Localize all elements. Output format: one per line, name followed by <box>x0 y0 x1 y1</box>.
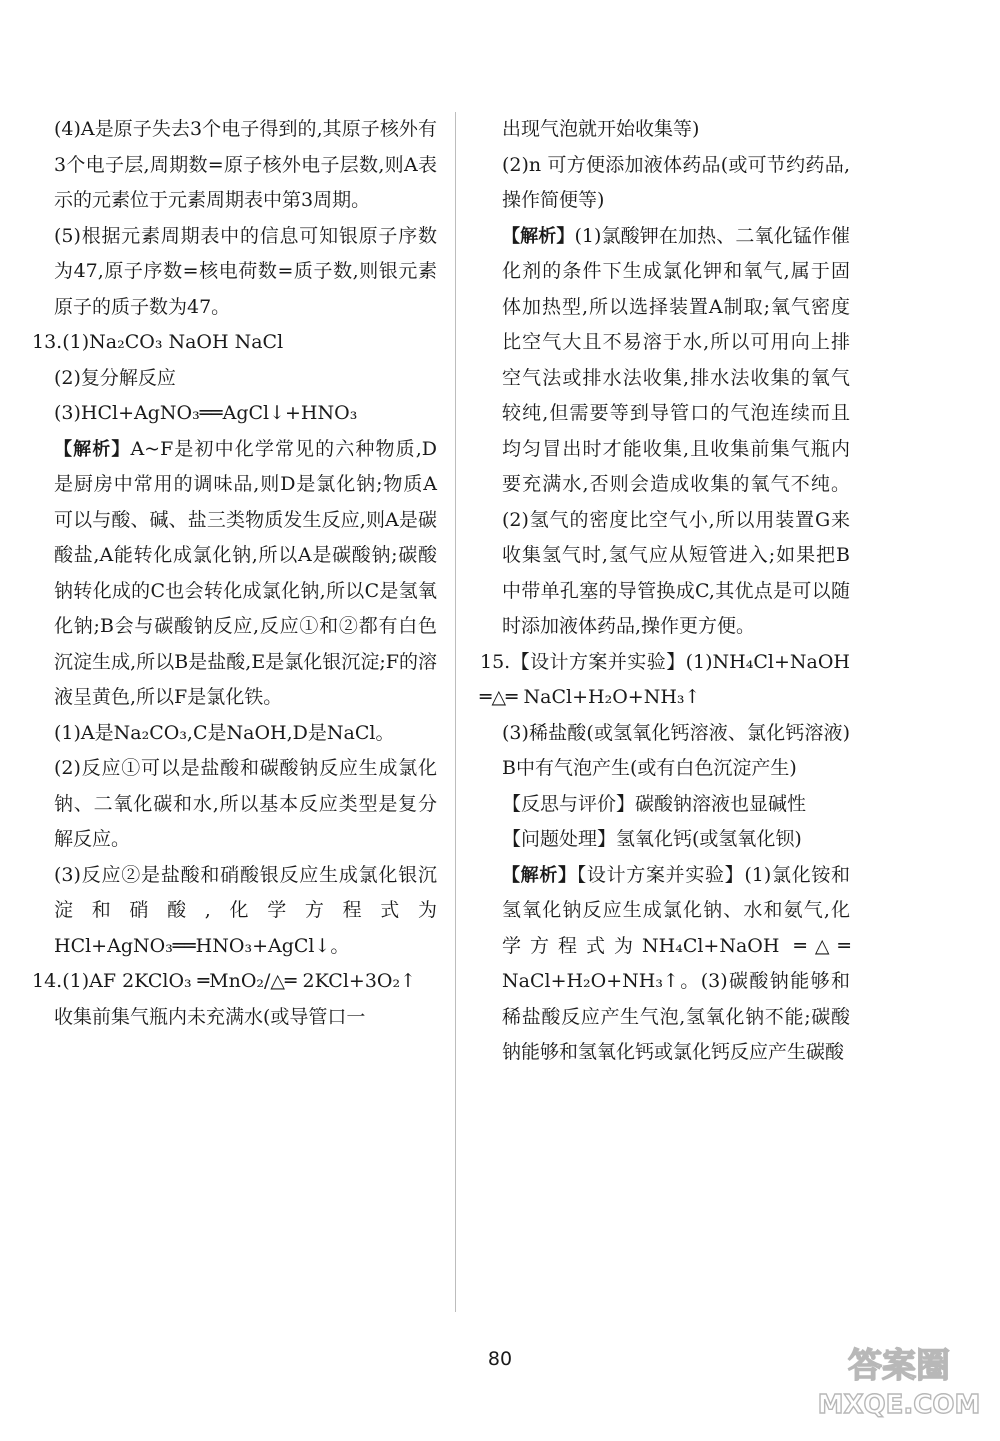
watermark-top: 答案圈 <box>848 1346 950 1386</box>
analysis-13-3: (3)反应②是盐酸和硝酸银反应生成氯化银沉淀和硝酸,化学方程式为HCl+AgNO₃══HNO₃+AgCl↓。 <box>54 863 437 957</box>
analysis-14 <box>480 219 850 645</box>
answer-13-3: (3)HCl+AgNO₃══AgCl↓+HNO₃ <box>54 402 358 424</box>
answer-14-2: (2)n 可方便添加液体药品(或可节约药品,操作简便等) <box>502 153 850 211</box>
analysis-tag: 【解析】 <box>502 864 577 886</box>
paragraph-4-element-position: (4)A是原子失去3个电子得到的,其原子核外有3个电子层,周期数=原子核外电子层数,则A表示的元素位于元素周期表中第3周期。 <box>54 118 437 211</box>
answer-15-1: 15.【设计方案并实验】(1)NH₄Cl+NaOH ═△═ NaCl+H₂O+NH₃↑ <box>480 650 850 708</box>
analysis-13 <box>32 432 437 716</box>
answer-15-reflection: 【反思与评价】碳酸钠溶液也显碱性 <box>502 792 807 815</box>
watermark-bottom: MXQE.COM <box>817 1390 981 1420</box>
answer-15-handling: 【问题处理】氢氧化钙(或氢氧化钡) <box>502 828 802 850</box>
analysis-14-text: (1)氯酸钾在加热、二氧化锰作催化剂的条件下生成氯化钾和氧气,属于固体加热型,所以选择装置A制取;氧气密度比空气大且不易溶于水,所以可用向上排空气法或排水法收集,排水法收集的氧气较纯,但需要等到导管口的气泡连续而且均匀冒出时才能收集,且收集前集气瓶内要充满水,否则会造成收集的氧气不纯。(2)氢气的密度比空气小,所以用装置G来收集氢气时,氢气应从短管进入;如果把B中带单孔塞的导管换成C,其优点是可以随时添加液体药品,操作更方便。 <box>502 224 851 637</box>
paragraph-5-silver-atom: (5)根据元素周期表中的信息可知银原子序数为47,原子序数=核电荷数=质子数,则银元素原子的质子数为47。 <box>54 224 437 318</box>
column-divider <box>455 112 456 1312</box>
left-column <box>32 112 437 1035</box>
answer-14-1: 14.(1)AF 2KClO₃ ═MnO₂/△═ 2KCl+3O₂↑ <box>32 970 417 992</box>
analysis-13-2: (2)反应①可以是盐酸和碳酸钠反应生成氯化钠、二氧化碳和水,所以基本反应类型是复分解反应。 <box>54 757 437 850</box>
right-column <box>480 112 850 1071</box>
answer-14-1-error: 收集前集气瓶内未充满水(或导管口一 <box>54 1005 366 1028</box>
analysis-15 <box>480 858 850 1071</box>
answer-13-1: 13.(1)Na₂CO₃ NaOH NaCl <box>32 331 284 353</box>
analysis-tag: 【解析】 <box>54 438 131 460</box>
answer-15-3: (3)稀盐酸(或氢氧化钙溶液、氯化钙溶液) B中有气泡产生(或有白色沉淀产生) <box>502 721 850 779</box>
watermark-logo <box>817 1339 982 1421</box>
analysis-13-1: (1)A是Na₂CO₃,C是NaOH,D是NaCl。 <box>54 721 395 744</box>
analysis-tag: 【解析】 <box>502 225 575 247</box>
page-number: 80 <box>487 1348 513 1370</box>
analysis-13-text: A~F是初中化学常见的六种物质,D是厨房中常用的调味品,则D是氯化钠;物质A可以与酸、碱、盐三类物质发生反应,则A是碳酸盐,A能转化成氯化钠,所以A是碳酸钠;碳酸钠转化成的C也会转化成氯化钠,所以C是氢氧化钠;B会与碳酸钠反应,反应①和②都有白色沉淀生成,所以B是盐酸,E是氯化银沉淀;F的溶液呈黄色,所以F是氯化铁。 <box>54 437 437 708</box>
answer-14-1-error-cont: 出现气泡就开始收集等) <box>502 118 700 140</box>
answer-13-2: (2)复分解反应 <box>54 366 176 389</box>
analysis-15-text: 【设计方案并实验】(1)氯化铵和氢氧化钠反应生成氯化钠、水和氨气,化学方程式为NH₄Cl+NaOH ═△═ NaCl+H₂O+NH₃↑。(3)碳酸钠能够和稀盐酸反应产生气泡,氢氧化钠不能;碳酸钠能够和氢氧化钙或氯化钙反应产生碳酸 <box>502 863 851 1063</box>
